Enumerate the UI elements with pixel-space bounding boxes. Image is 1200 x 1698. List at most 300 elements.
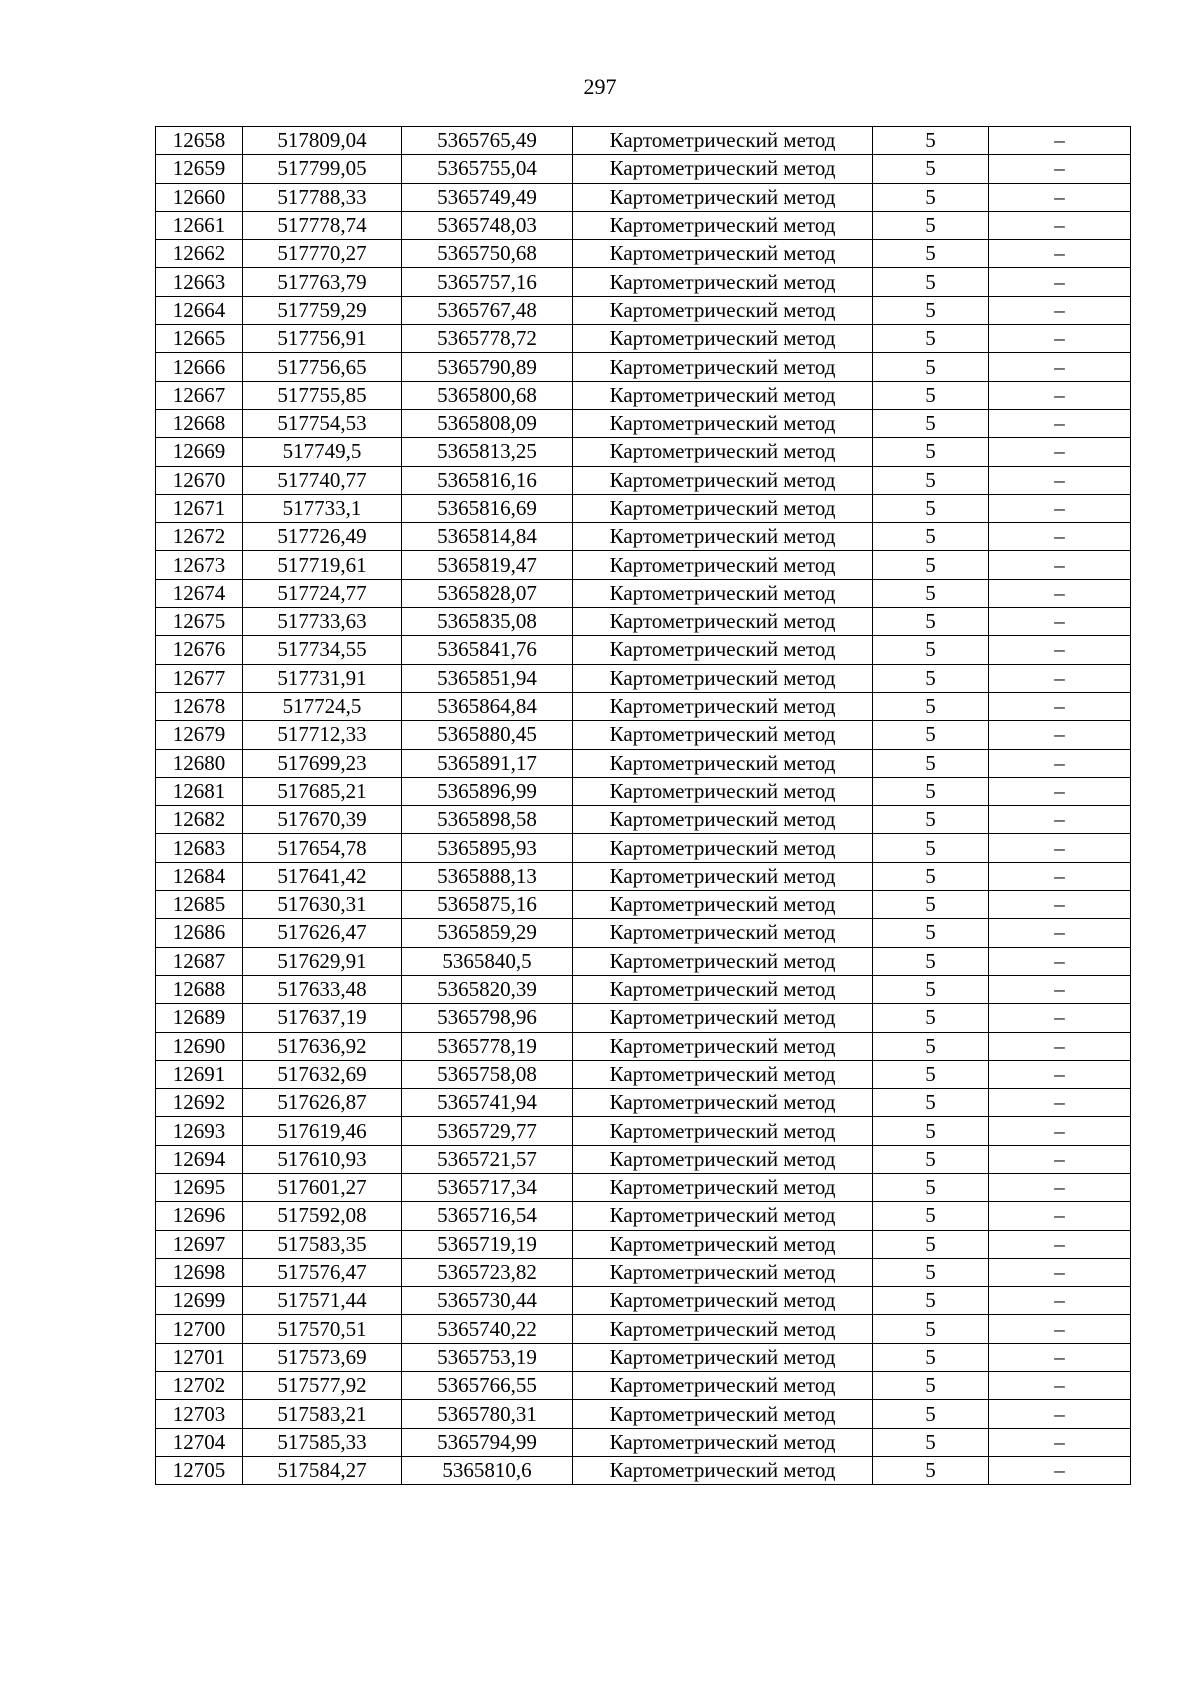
point-number-cell: 12683 bbox=[156, 834, 243, 862]
y-coordinate-cell: 5365880,45 bbox=[402, 721, 573, 749]
point-number-cell: 12684 bbox=[156, 862, 243, 890]
accuracy-cell: 5 bbox=[873, 466, 989, 494]
y-coordinate-cell: 5365729,77 bbox=[402, 1117, 573, 1145]
table-row bbox=[156, 749, 1131, 777]
y-coordinate-cell: 5365741,94 bbox=[402, 1089, 573, 1117]
y-coordinate-cell: 5365813,25 bbox=[402, 438, 573, 466]
y-coordinate-cell: 5365753,19 bbox=[402, 1343, 573, 1371]
x-coordinate-cell: 517601,27 bbox=[243, 1173, 402, 1201]
accuracy-cell: 5 bbox=[873, 579, 989, 607]
description-cell: – bbox=[989, 211, 1131, 239]
method-cell: Картометрический метод bbox=[573, 664, 873, 692]
point-number-cell: 12686 bbox=[156, 919, 243, 947]
y-coordinate-cell: 5365780,31 bbox=[402, 1400, 573, 1428]
point-number-cell: 12695 bbox=[156, 1173, 243, 1201]
method-cell: Картометрический метод bbox=[573, 1428, 873, 1456]
description-cell: – bbox=[989, 749, 1131, 777]
y-coordinate-cell: 5365716,54 bbox=[402, 1202, 573, 1230]
point-number-cell: 12674 bbox=[156, 579, 243, 607]
x-coordinate-cell: 517670,39 bbox=[243, 806, 402, 834]
y-coordinate-cell: 5365719,19 bbox=[402, 1230, 573, 1258]
description-cell: – bbox=[989, 975, 1131, 1003]
description-cell: – bbox=[989, 834, 1131, 862]
point-number-cell: 12701 bbox=[156, 1343, 243, 1371]
accuracy-cell: 5 bbox=[873, 325, 989, 353]
y-coordinate-cell: 5365798,96 bbox=[402, 1004, 573, 1032]
table-row bbox=[156, 1230, 1131, 1258]
description-cell: – bbox=[989, 664, 1131, 692]
method-cell: Картометрический метод bbox=[573, 1089, 873, 1117]
accuracy-cell: 5 bbox=[873, 268, 989, 296]
point-number-cell: 12690 bbox=[156, 1032, 243, 1060]
method-cell: Картометрический метод bbox=[573, 438, 873, 466]
point-number-cell: 12704 bbox=[156, 1428, 243, 1456]
method-cell: Картометрический метод bbox=[573, 1230, 873, 1258]
point-number-cell: 12705 bbox=[156, 1456, 243, 1484]
description-cell: – bbox=[989, 1287, 1131, 1315]
y-coordinate-cell: 5365740,22 bbox=[402, 1315, 573, 1343]
description-cell: – bbox=[989, 127, 1131, 155]
x-coordinate-cell: 517619,46 bbox=[243, 1117, 402, 1145]
x-coordinate-cell: 517759,29 bbox=[243, 296, 402, 324]
x-coordinate-cell: 517778,74 bbox=[243, 211, 402, 239]
y-coordinate-cell: 5365767,48 bbox=[402, 296, 573, 324]
point-number-cell: 12676 bbox=[156, 636, 243, 664]
description-cell: – bbox=[989, 579, 1131, 607]
point-number-cell: 12696 bbox=[156, 1202, 243, 1230]
table-row bbox=[156, 211, 1131, 239]
accuracy-cell: 5 bbox=[873, 975, 989, 1003]
point-number-cell: 12672 bbox=[156, 523, 243, 551]
point-number-cell: 12703 bbox=[156, 1400, 243, 1428]
method-cell: Картометрический метод bbox=[573, 975, 873, 1003]
accuracy-cell: 5 bbox=[873, 1428, 989, 1456]
table-row bbox=[156, 1202, 1131, 1230]
accuracy-cell: 5 bbox=[873, 891, 989, 919]
table-row bbox=[156, 523, 1131, 551]
point-number-cell: 12677 bbox=[156, 664, 243, 692]
point-number-cell: 12693 bbox=[156, 1117, 243, 1145]
method-cell: Картометрический метод bbox=[573, 947, 873, 975]
method-cell: Картометрический метод bbox=[573, 862, 873, 890]
description-cell: – bbox=[989, 919, 1131, 947]
description-cell: – bbox=[989, 1400, 1131, 1428]
method-cell: Картометрический метод bbox=[573, 891, 873, 919]
method-cell: Картометрический метод bbox=[573, 494, 873, 522]
method-cell: Картометрический метод bbox=[573, 1032, 873, 1060]
method-cell: Картометрический метод bbox=[573, 919, 873, 947]
x-coordinate-cell: 517724,5 bbox=[243, 692, 402, 720]
y-coordinate-cell: 5365750,68 bbox=[402, 240, 573, 268]
table-row bbox=[156, 438, 1131, 466]
method-cell: Картометрический метод bbox=[573, 523, 873, 551]
y-coordinate-cell: 5365895,93 bbox=[402, 834, 573, 862]
table-row bbox=[156, 579, 1131, 607]
description-cell: – bbox=[989, 240, 1131, 268]
description-cell: – bbox=[989, 466, 1131, 494]
description-cell: – bbox=[989, 183, 1131, 211]
accuracy-cell: 5 bbox=[873, 1202, 989, 1230]
description-cell: – bbox=[989, 268, 1131, 296]
point-number-cell: 12662 bbox=[156, 240, 243, 268]
table-row bbox=[156, 494, 1131, 522]
description-cell: – bbox=[989, 1173, 1131, 1201]
coordinates-table bbox=[155, 126, 1131, 1485]
accuracy-cell: 5 bbox=[873, 1343, 989, 1371]
y-coordinate-cell: 5365755,04 bbox=[402, 155, 573, 183]
x-coordinate-cell: 517756,65 bbox=[243, 353, 402, 381]
accuracy-cell: 5 bbox=[873, 1032, 989, 1060]
method-cell: Картометрический метод bbox=[573, 636, 873, 664]
table-row bbox=[156, 551, 1131, 579]
x-coordinate-cell: 517740,77 bbox=[243, 466, 402, 494]
point-number-cell: 12673 bbox=[156, 551, 243, 579]
accuracy-cell: 5 bbox=[873, 296, 989, 324]
table-row bbox=[156, 296, 1131, 324]
point-number-cell: 12689 bbox=[156, 1004, 243, 1032]
y-coordinate-cell: 5365766,55 bbox=[402, 1372, 573, 1400]
accuracy-cell: 5 bbox=[873, 806, 989, 834]
table-row bbox=[156, 777, 1131, 805]
table-row bbox=[156, 947, 1131, 975]
point-number-cell: 12664 bbox=[156, 296, 243, 324]
point-number-cell: 12659 bbox=[156, 155, 243, 183]
method-cell: Картометрический метод bbox=[573, 608, 873, 636]
y-coordinate-cell: 5365757,16 bbox=[402, 268, 573, 296]
accuracy-cell: 5 bbox=[873, 1400, 989, 1428]
method-cell: Картометрический метод bbox=[573, 183, 873, 211]
description-cell: – bbox=[989, 891, 1131, 919]
x-coordinate-cell: 517630,31 bbox=[243, 891, 402, 919]
x-coordinate-cell: 517799,05 bbox=[243, 155, 402, 183]
accuracy-cell: 5 bbox=[873, 155, 989, 183]
description-cell: – bbox=[989, 155, 1131, 183]
table-row bbox=[156, 608, 1131, 636]
x-coordinate-cell: 517733,1 bbox=[243, 494, 402, 522]
accuracy-cell: 5 bbox=[873, 608, 989, 636]
accuracy-cell: 5 bbox=[873, 1230, 989, 1258]
description-cell: – bbox=[989, 862, 1131, 890]
y-coordinate-cell: 5365749,49 bbox=[402, 183, 573, 211]
table-row bbox=[156, 664, 1131, 692]
x-coordinate-cell: 517632,69 bbox=[243, 1060, 402, 1088]
accuracy-cell: 5 bbox=[873, 494, 989, 522]
description-cell: – bbox=[989, 1032, 1131, 1060]
y-coordinate-cell: 5365723,82 bbox=[402, 1258, 573, 1286]
table-row bbox=[156, 1428, 1131, 1456]
description-cell: – bbox=[989, 296, 1131, 324]
page-number: 297 bbox=[583, 74, 617, 99]
x-coordinate-cell: 517573,69 bbox=[243, 1343, 402, 1371]
method-cell: Картометрический метод bbox=[573, 1287, 873, 1315]
y-coordinate-cell: 5365819,47 bbox=[402, 551, 573, 579]
accuracy-cell: 5 bbox=[873, 353, 989, 381]
description-cell: – bbox=[989, 1117, 1131, 1145]
x-coordinate-cell: 517726,49 bbox=[243, 523, 402, 551]
description-cell: – bbox=[989, 636, 1131, 664]
y-coordinate-cell: 5365820,39 bbox=[402, 975, 573, 1003]
method-cell: Картометрический метод bbox=[573, 127, 873, 155]
x-coordinate-cell: 517754,53 bbox=[243, 409, 402, 437]
accuracy-cell: 5 bbox=[873, 1456, 989, 1484]
y-coordinate-cell: 5365841,76 bbox=[402, 636, 573, 664]
method-cell: Картометрический метод bbox=[573, 1372, 873, 1400]
method-cell: Картометрический метод bbox=[573, 1117, 873, 1145]
x-coordinate-cell: 517654,78 bbox=[243, 834, 402, 862]
y-coordinate-cell: 5365896,99 bbox=[402, 777, 573, 805]
point-number-cell: 12658 bbox=[156, 127, 243, 155]
method-cell: Картометрический метод bbox=[573, 353, 873, 381]
table-row bbox=[156, 409, 1131, 437]
accuracy-cell: 5 bbox=[873, 523, 989, 551]
description-cell: – bbox=[989, 806, 1131, 834]
method-cell: Картометрический метод bbox=[573, 1315, 873, 1343]
description-cell: – bbox=[989, 381, 1131, 409]
x-coordinate-cell: 517734,55 bbox=[243, 636, 402, 664]
x-coordinate-cell: 517571,44 bbox=[243, 1287, 402, 1315]
x-coordinate-cell: 517583,21 bbox=[243, 1400, 402, 1428]
y-coordinate-cell: 5365758,08 bbox=[402, 1060, 573, 1088]
method-cell: Картометрический метод bbox=[573, 211, 873, 239]
table-row bbox=[156, 1145, 1131, 1173]
description-cell: – bbox=[989, 551, 1131, 579]
y-coordinate-cell: 5365794,99 bbox=[402, 1428, 573, 1456]
table-row bbox=[156, 381, 1131, 409]
method-cell: Картометрический метод bbox=[573, 1060, 873, 1088]
x-coordinate-cell: 517731,91 bbox=[243, 664, 402, 692]
method-cell: Картометрический метод bbox=[573, 1145, 873, 1173]
table-row bbox=[156, 353, 1131, 381]
accuracy-cell: 5 bbox=[873, 862, 989, 890]
point-number-cell: 12670 bbox=[156, 466, 243, 494]
description-cell: – bbox=[989, 777, 1131, 805]
x-coordinate-cell: 517636,92 bbox=[243, 1032, 402, 1060]
y-coordinate-cell: 5365790,89 bbox=[402, 353, 573, 381]
y-coordinate-cell: 5365835,08 bbox=[402, 608, 573, 636]
point-number-cell: 12663 bbox=[156, 268, 243, 296]
table-row bbox=[156, 1456, 1131, 1484]
point-number-cell: 12680 bbox=[156, 749, 243, 777]
accuracy-cell: 5 bbox=[873, 1004, 989, 1032]
point-number-cell: 12700 bbox=[156, 1315, 243, 1343]
x-coordinate-cell: 517637,19 bbox=[243, 1004, 402, 1032]
table-row bbox=[156, 1032, 1131, 1060]
accuracy-cell: 5 bbox=[873, 664, 989, 692]
y-coordinate-cell: 5365864,84 bbox=[402, 692, 573, 720]
method-cell: Картометрический метод bbox=[573, 721, 873, 749]
method-cell: Картометрический метод bbox=[573, 1202, 873, 1230]
accuracy-cell: 5 bbox=[873, 1089, 989, 1117]
accuracy-cell: 5 bbox=[873, 721, 989, 749]
y-coordinate-cell: 5365828,07 bbox=[402, 579, 573, 607]
description-cell: – bbox=[989, 692, 1131, 720]
x-coordinate-cell: 517584,27 bbox=[243, 1456, 402, 1484]
y-coordinate-cell: 5365891,17 bbox=[402, 749, 573, 777]
x-coordinate-cell: 517719,61 bbox=[243, 551, 402, 579]
description-cell: – bbox=[989, 1004, 1131, 1032]
method-cell: Картометрический метод bbox=[573, 1258, 873, 1286]
x-coordinate-cell: 517610,93 bbox=[243, 1145, 402, 1173]
x-coordinate-cell: 517585,33 bbox=[243, 1428, 402, 1456]
method-cell: Картометрический метод bbox=[573, 240, 873, 268]
y-coordinate-cell: 5365875,16 bbox=[402, 891, 573, 919]
accuracy-cell: 5 bbox=[873, 749, 989, 777]
point-number-cell: 12688 bbox=[156, 975, 243, 1003]
y-coordinate-cell: 5365717,34 bbox=[402, 1173, 573, 1201]
accuracy-cell: 5 bbox=[873, 692, 989, 720]
description-cell: – bbox=[989, 409, 1131, 437]
description-cell: – bbox=[989, 353, 1131, 381]
table-row bbox=[156, 919, 1131, 947]
description-cell: – bbox=[989, 608, 1131, 636]
table-row bbox=[156, 268, 1131, 296]
x-coordinate-cell: 517699,23 bbox=[243, 749, 402, 777]
x-coordinate-cell: 517626,47 bbox=[243, 919, 402, 947]
x-coordinate-cell: 517583,35 bbox=[243, 1230, 402, 1258]
point-number-cell: 12678 bbox=[156, 692, 243, 720]
point-number-cell: 12671 bbox=[156, 494, 243, 522]
x-coordinate-cell: 517629,91 bbox=[243, 947, 402, 975]
y-coordinate-cell: 5365816,16 bbox=[402, 466, 573, 494]
x-coordinate-cell: 517712,33 bbox=[243, 721, 402, 749]
description-cell: – bbox=[989, 1089, 1131, 1117]
description-cell: – bbox=[989, 947, 1131, 975]
table-row bbox=[156, 834, 1131, 862]
y-coordinate-cell: 5365816,69 bbox=[402, 494, 573, 522]
method-cell: Картометрический метод bbox=[573, 806, 873, 834]
method-cell: Картометрический метод bbox=[573, 466, 873, 494]
method-cell: Картометрический метод bbox=[573, 551, 873, 579]
y-coordinate-cell: 5365814,84 bbox=[402, 523, 573, 551]
accuracy-cell: 5 bbox=[873, 1117, 989, 1145]
accuracy-cell: 5 bbox=[873, 834, 989, 862]
table-row bbox=[156, 636, 1131, 664]
point-number-cell: 12668 bbox=[156, 409, 243, 437]
accuracy-cell: 5 bbox=[873, 919, 989, 947]
point-number-cell: 12687 bbox=[156, 947, 243, 975]
x-coordinate-cell: 517755,85 bbox=[243, 381, 402, 409]
method-cell: Картометрический метод bbox=[573, 155, 873, 183]
method-cell: Картометрический метод bbox=[573, 1400, 873, 1428]
point-number-cell: 12669 bbox=[156, 438, 243, 466]
x-coordinate-cell: 517577,92 bbox=[243, 1372, 402, 1400]
y-coordinate-cell: 5365730,44 bbox=[402, 1287, 573, 1315]
y-coordinate-cell: 5365859,29 bbox=[402, 919, 573, 947]
table-row bbox=[156, 240, 1131, 268]
description-cell: – bbox=[989, 1060, 1131, 1088]
table-row bbox=[156, 862, 1131, 890]
method-cell: Картометрический метод bbox=[573, 1004, 873, 1032]
point-number-cell: 12694 bbox=[156, 1145, 243, 1173]
description-cell: – bbox=[989, 1145, 1131, 1173]
table-row bbox=[156, 1004, 1131, 1032]
method-cell: Картометрический метод bbox=[573, 1456, 873, 1484]
accuracy-cell: 5 bbox=[873, 438, 989, 466]
method-cell: Картометрический метод bbox=[573, 325, 873, 353]
accuracy-cell: 5 bbox=[873, 127, 989, 155]
point-number-cell: 12681 bbox=[156, 777, 243, 805]
table-row bbox=[156, 183, 1131, 211]
description-cell: – bbox=[989, 1258, 1131, 1286]
table-row bbox=[156, 692, 1131, 720]
description-cell: – bbox=[989, 325, 1131, 353]
accuracy-cell: 5 bbox=[873, 1060, 989, 1088]
table-row bbox=[156, 1400, 1131, 1428]
accuracy-cell: 5 bbox=[873, 381, 989, 409]
x-coordinate-cell: 517733,63 bbox=[243, 608, 402, 636]
point-number-cell: 12691 bbox=[156, 1060, 243, 1088]
table-row bbox=[156, 891, 1131, 919]
table-row bbox=[156, 155, 1131, 183]
method-cell: Картометрический метод bbox=[573, 381, 873, 409]
description-cell: – bbox=[989, 494, 1131, 522]
method-cell: Картометрический метод bbox=[573, 579, 873, 607]
y-coordinate-cell: 5365748,03 bbox=[402, 211, 573, 239]
point-number-cell: 12667 bbox=[156, 381, 243, 409]
point-number-cell: 12698 bbox=[156, 1258, 243, 1286]
method-cell: Картометрический метод bbox=[573, 777, 873, 805]
point-number-cell: 12675 bbox=[156, 608, 243, 636]
x-coordinate-cell: 517626,87 bbox=[243, 1089, 402, 1117]
method-cell: Картометрический метод bbox=[573, 834, 873, 862]
method-cell: Картометрический метод bbox=[573, 1343, 873, 1371]
description-cell: – bbox=[989, 438, 1131, 466]
y-coordinate-cell: 5365800,68 bbox=[402, 381, 573, 409]
x-coordinate-cell: 517763,79 bbox=[243, 268, 402, 296]
method-cell: Картометрический метод bbox=[573, 1173, 873, 1201]
table-row bbox=[156, 721, 1131, 749]
accuracy-cell: 5 bbox=[873, 947, 989, 975]
x-coordinate-cell: 517756,91 bbox=[243, 325, 402, 353]
x-coordinate-cell: 517576,47 bbox=[243, 1258, 402, 1286]
accuracy-cell: 5 bbox=[873, 240, 989, 268]
accuracy-cell: 5 bbox=[873, 1258, 989, 1286]
x-coordinate-cell: 517724,77 bbox=[243, 579, 402, 607]
table-row bbox=[156, 127, 1131, 155]
accuracy-cell: 5 bbox=[873, 1145, 989, 1173]
coordinates-table-body bbox=[156, 127, 1131, 1485]
point-number-cell: 12679 bbox=[156, 721, 243, 749]
point-number-cell: 12682 bbox=[156, 806, 243, 834]
point-number-cell: 12692 bbox=[156, 1089, 243, 1117]
x-coordinate-cell: 517685,21 bbox=[243, 777, 402, 805]
table-row bbox=[156, 325, 1131, 353]
accuracy-cell: 5 bbox=[873, 1173, 989, 1201]
point-number-cell: 12699 bbox=[156, 1287, 243, 1315]
x-coordinate-cell: 517641,42 bbox=[243, 862, 402, 890]
y-coordinate-cell: 5365851,94 bbox=[402, 664, 573, 692]
method-cell: Картометрический метод bbox=[573, 296, 873, 324]
y-coordinate-cell: 5365888,13 bbox=[402, 862, 573, 890]
y-coordinate-cell: 5365721,57 bbox=[402, 1145, 573, 1173]
y-coordinate-cell: 5365778,19 bbox=[402, 1032, 573, 1060]
point-number-cell: 12666 bbox=[156, 353, 243, 381]
description-cell: – bbox=[989, 1343, 1131, 1371]
point-number-cell: 12697 bbox=[156, 1230, 243, 1258]
y-coordinate-cell: 5365765,49 bbox=[402, 127, 573, 155]
accuracy-cell: 5 bbox=[873, 1372, 989, 1400]
x-coordinate-cell: 517770,27 bbox=[243, 240, 402, 268]
accuracy-cell: 5 bbox=[873, 551, 989, 579]
table-row bbox=[156, 806, 1131, 834]
table-row bbox=[156, 1287, 1131, 1315]
y-coordinate-cell: 5365808,09 bbox=[402, 409, 573, 437]
table-row bbox=[156, 1343, 1131, 1371]
point-number-cell: 12660 bbox=[156, 183, 243, 211]
description-cell: – bbox=[989, 1202, 1131, 1230]
accuracy-cell: 5 bbox=[873, 636, 989, 664]
point-number-cell: 12665 bbox=[156, 325, 243, 353]
